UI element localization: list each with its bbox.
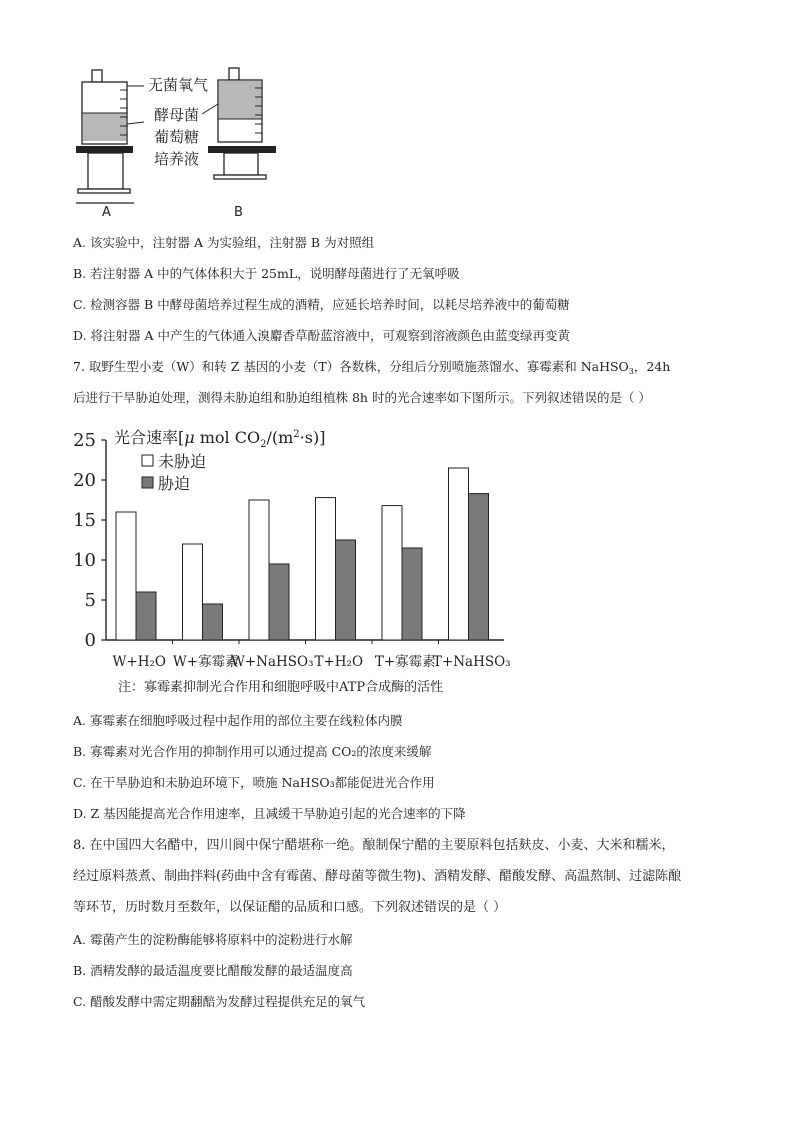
bar-unstressed	[316, 498, 336, 640]
bar-stressed	[203, 604, 223, 640]
q7-stem-line2: 后进行干旱胁迫处理，测得未胁迫组和胁迫组植株 8h 时的光合速率如下图所示。下列叙述错误的是（ ）	[73, 390, 651, 405]
y-tick-label: 5	[84, 590, 96, 611]
legend-label-unstressed: 未胁迫	[158, 452, 207, 471]
bar-unstressed	[183, 544, 203, 640]
q6-option-b: B. 若注射器 A 中的气体体积大于 25mL，说明酵母菌进行了无氧呼吸	[73, 266, 460, 281]
bar-unstressed	[382, 506, 402, 640]
chart-legend	[142, 452, 206, 493]
bar-unstressed	[116, 512, 136, 640]
label-syringe-a: A	[102, 205, 111, 220]
q7-option-d: D. Z 基因能提高光合作用速率，且减缓干旱胁迫引起的光合速率的下降	[73, 806, 466, 821]
syringe-a	[76, 70, 134, 203]
label-culture-medium: 培养液	[154, 150, 200, 168]
q8-stem-line1: 8. 在中国四大名醋中，四川阆中保宁醋堪称一绝。酿制保宁醋的主要原料包括麸皮、小麦、大米和糯米，	[73, 838, 675, 853]
x-tick-label: T+NaHSO₃	[432, 654, 511, 670]
q7-option-b: B. 寡霉素对光合作用的抑制作用可以通过提高 CO₂的浓度来缓解	[73, 744, 432, 759]
x-tick-label: W+NaHSO₃	[230, 654, 314, 670]
label-sterile-oxygen: 无菌氧气	[148, 76, 209, 94]
label-glucose: 葡萄糖	[154, 128, 200, 146]
bar-unstressed	[249, 500, 269, 640]
q8-stem-line2: 经过原料蒸煮、制曲拌料(药曲中含有霉菌、酵母菌等微生物)、酒精发酵、醋酸发酵、高温熬制、过滤陈酿	[73, 869, 682, 884]
legend-label-stressed: 胁迫	[158, 474, 191, 493]
bar-unstressed	[449, 468, 469, 640]
legend-swatch-stressed	[142, 477, 153, 488]
x-tick-label: T+寡霉素	[374, 654, 436, 670]
q7-option-a: A. 寡霉素在细胞呼吸过程中起作用的部位主要在线粒体内膜	[73, 713, 403, 728]
y-tick-label: 0	[84, 630, 96, 651]
chart-title: 光合速率[μ mol $CO_2/(m^2\cdot s)$]	[114, 428, 326, 450]
syringe-b	[208, 68, 276, 179]
syringe-diagram	[68, 64, 288, 224]
photosynthesis-bar-chart	[72, 420, 542, 710]
y-tick-label: 20	[73, 470, 96, 491]
bar-stressed	[336, 540, 356, 640]
q7-option-c: C. 在干旱胁迫和未胁迫环境下，喷施 NaHSO₃都能促进光合作用	[73, 775, 435, 790]
bar-stressed	[269, 564, 289, 640]
q8-option-a: A. 霉菌产生的淀粉酶能够将原料中的淀粉进行水解	[73, 932, 353, 947]
bar-stressed	[136, 592, 156, 640]
q7-stem-line1: 7. 取野生型小麦（W）和转 Z 基因的小麦（T）各数株，分组后分别喷施蒸馏水、寡霉素和 NaHSO$_3$，24h	[73, 359, 671, 376]
q6-option-d: D. 将注射器 A 中产生的气体通入溴麝香草酚蓝溶液中，可观察到溶液颜色由蓝变绿再变黄	[73, 328, 570, 343]
y-tick-label: 15	[73, 510, 96, 531]
legend-swatch-unstressed	[142, 455, 153, 466]
label-yeast: 酵母菌	[154, 106, 200, 124]
q8-option-b: B. 酒精发酵的最适温度要比醋酸发酵的最适温度高	[73, 963, 353, 978]
q8-option-c: C. 醋酸发酵中需定期翻醅为发酵过程提供充足的氧气	[73, 994, 366, 1009]
q8-stem-line3: 等环节，历时数月至数年，以保证醋的品质和口感。下列叙述错误的是（ ）	[73, 900, 507, 915]
bar-stressed	[402, 548, 422, 640]
y-tick-label: 25	[73, 430, 96, 451]
x-tick-label: W+H₂O	[112, 654, 166, 670]
label-syringe-b: B	[234, 205, 243, 220]
q6-option-c: C. 检测容器 B 中酵母菌培养过程生成的酒精，应延长培养时间，以耗尽培养液中的葡萄糖	[73, 297, 570, 312]
q6-option-a: A. 该实验中，注射器 A 为实验组，注射器 B 为对照组	[73, 235, 375, 250]
x-tick-label: W+寡霉素	[172, 654, 239, 670]
bar-stressed	[469, 494, 489, 640]
y-tick-label: 10	[73, 550, 96, 571]
chart-note: 注：寡霉素抑制光合作用和细胞呼吸中ATP合成酶的活性	[118, 680, 444, 695]
x-tick-label: T+H₂O	[314, 654, 364, 670]
